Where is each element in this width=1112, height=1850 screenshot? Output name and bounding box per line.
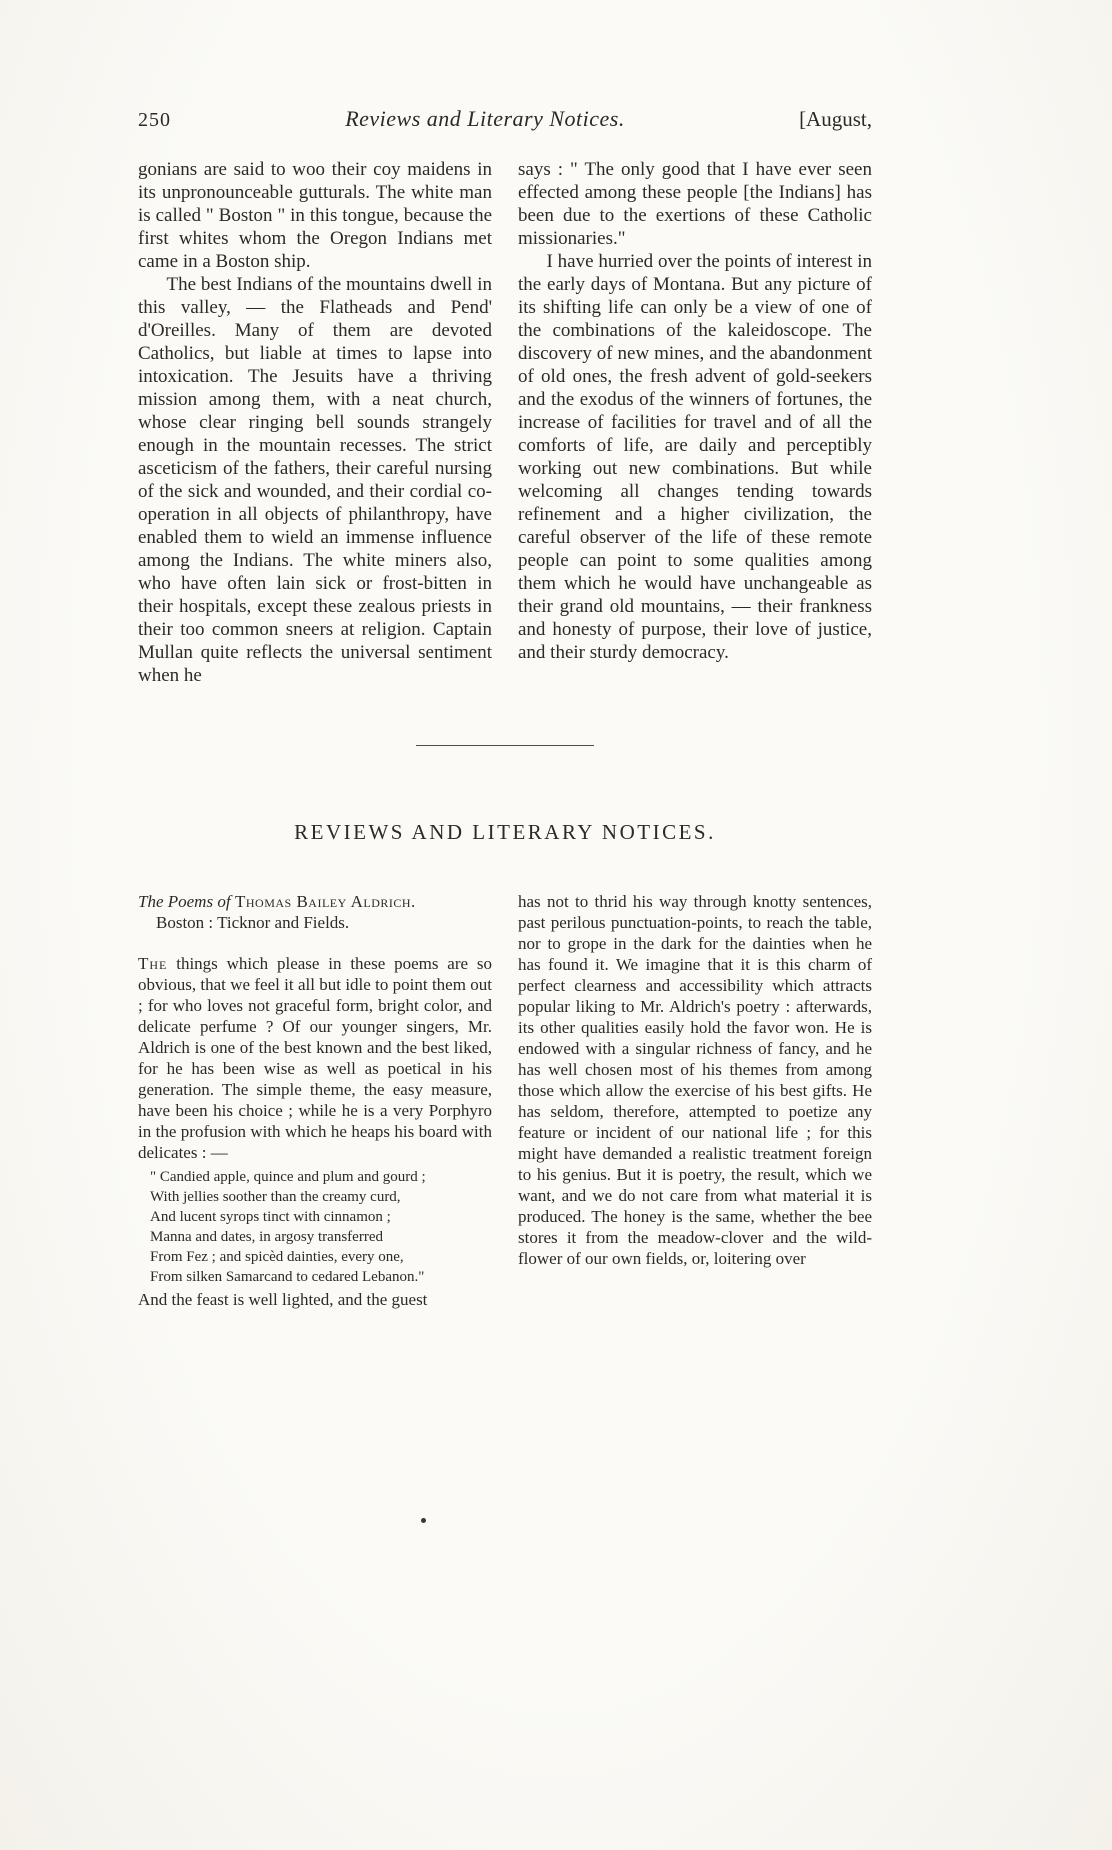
review-title <box>138 891 492 912</box>
review-left-column <box>138 891 492 1310</box>
paragraph-text: things which please in these poems are so obvious, that we feel it all but idle to point them out ; for who loves not graceful form, bright color, and delicate perfume ? Of our younger singers, Mr. Aldrich is one of the best known and the best liked, for he has been wise as well as poetical in his generation. The simple theme, the easy measure, have been his choice ; while he is a very Porphyro in the profusion with which he heaps his board with delicates : — <box>138 954 492 1162</box>
page-header <box>138 106 872 132</box>
review-title-author: Thomas Bailey Aldrich. <box>230 892 416 911</box>
article-right-column <box>518 158 872 687</box>
article-columns <box>138 158 872 687</box>
review-publisher: Boston : Ticknor and Fields. <box>156 913 350 932</box>
paragraph: has not to thrid his way through knotty sentences, past perilous punctuation-points, to reach the table, nor to grope in the dark for the dainties when he has found it. We imagine that it is this charm of perfect clearness and accessibility which attracts popular liking to Mr. Aldrich's poetry : afterwards, its other qualities easily hold the favor won. He is endowed with a singular richness of fancy, and he has well chosen most of his themes from among those which allow the exercise of his best gifts. He has seldom, therefore, attempted to poetize any feature or incident of our national life ; for this might have demanded a realistic treatment foreign to his genius. But it is poetry, the result, which we want, and we do not care from what material it is produced. The honey is the same, whether the bee stores it from the meadow-clover and the wild-flower of our own fields, or, loitering over <box>518 892 872 1268</box>
paragraph: I have hurried over the points of interest in the early days of Montana. But any picture of its shifting life can only be a view of one of the combinations of the kaleidoscope. The discovery of new mines, and the abandonment of old ones, the fresh advent of gold-seekers and the exodus of the winners of fortunes, the increase of facilities for travel and of all the comforts of life, are daily and perceptibly working out new combinations. But while welcoming all changes tending towards refinement and a higher civilization, the careful observer of the life of these remote people can point to some qualities among them which he would have unchangeable as their grand old mountains, — their frankness and honesty of purpose, their love of justice, and their sturdy democracy. <box>518 251 872 663</box>
issue-date: [August, <box>799 107 872 131</box>
poem-line: From silken Samarcand to cedared Lebanon." <box>150 1269 425 1285</box>
poem-line: And lucent syrops tinct with cinnamon ; <box>150 1209 391 1225</box>
lead-word: The <box>138 954 168 973</box>
poem-line: From Fez ; and spicèd dainties, every one, <box>150 1249 404 1265</box>
article-left-column <box>138 158 492 687</box>
page-content <box>138 106 872 1310</box>
divider-rule <box>416 745 594 746</box>
printer-mark <box>421 1518 426 1523</box>
page-number: 250 <box>138 109 171 131</box>
paragraph: The best Indians of the mountains dwell in this valley, — the Flatheads and Pend' d'Oreilles. Many of them are devoted Catholics, but liable at times to lapse into intoxication. The Jesuits have a thriving mission among them, with a neat church, whose clear ringing bell sounds strangely enough in the mountain recesses. The strict asceticism of the fathers, their careful nursing of the sick and wounded, and their cordial co-operation in all objects of philanthropy, have enabled them to wield an immense influence among the Indians. The white miners also, who have often lain sick or frost-bitten in their hospitals, except these zealous priests in their too common sneers at religion. Captain Mullan quite reflects the universal sentiment when he <box>138 274 492 686</box>
paragraph: says : " The only good that I have ever seen effected among these people [the Indians] has been due to the exertions of these Catholic missionaries." <box>518 159 872 249</box>
paragraph: And the feast is well lighted, and the guest <box>138 1290 428 1309</box>
paragraph: gonians are said to woo their coy maidens in its unpronounceable gutturals. The white man is called " Boston " in this tongue, because the first whites whom the Oregon Indians met came in a Boston ship. <box>138 159 492 272</box>
running-title: Reviews and Literary Notices. <box>345 106 625 131</box>
section-heading: REVIEWS AND LITERARY NOTICES. <box>294 820 716 844</box>
poem-line: With jellies soother than the creamy curd, <box>150 1189 401 1205</box>
poem-quote <box>150 1167 492 1287</box>
review-title-italic: The Poems of <box>138 892 231 911</box>
poem-line: " Candied apple, quince and plum and gourd ; <box>150 1169 426 1185</box>
review-columns <box>138 891 872 1310</box>
review-right-column <box>518 891 872 1310</box>
paragraph <box>138 953 492 1163</box>
poem-line: Manna and dates, in argosy transferred <box>150 1229 383 1245</box>
